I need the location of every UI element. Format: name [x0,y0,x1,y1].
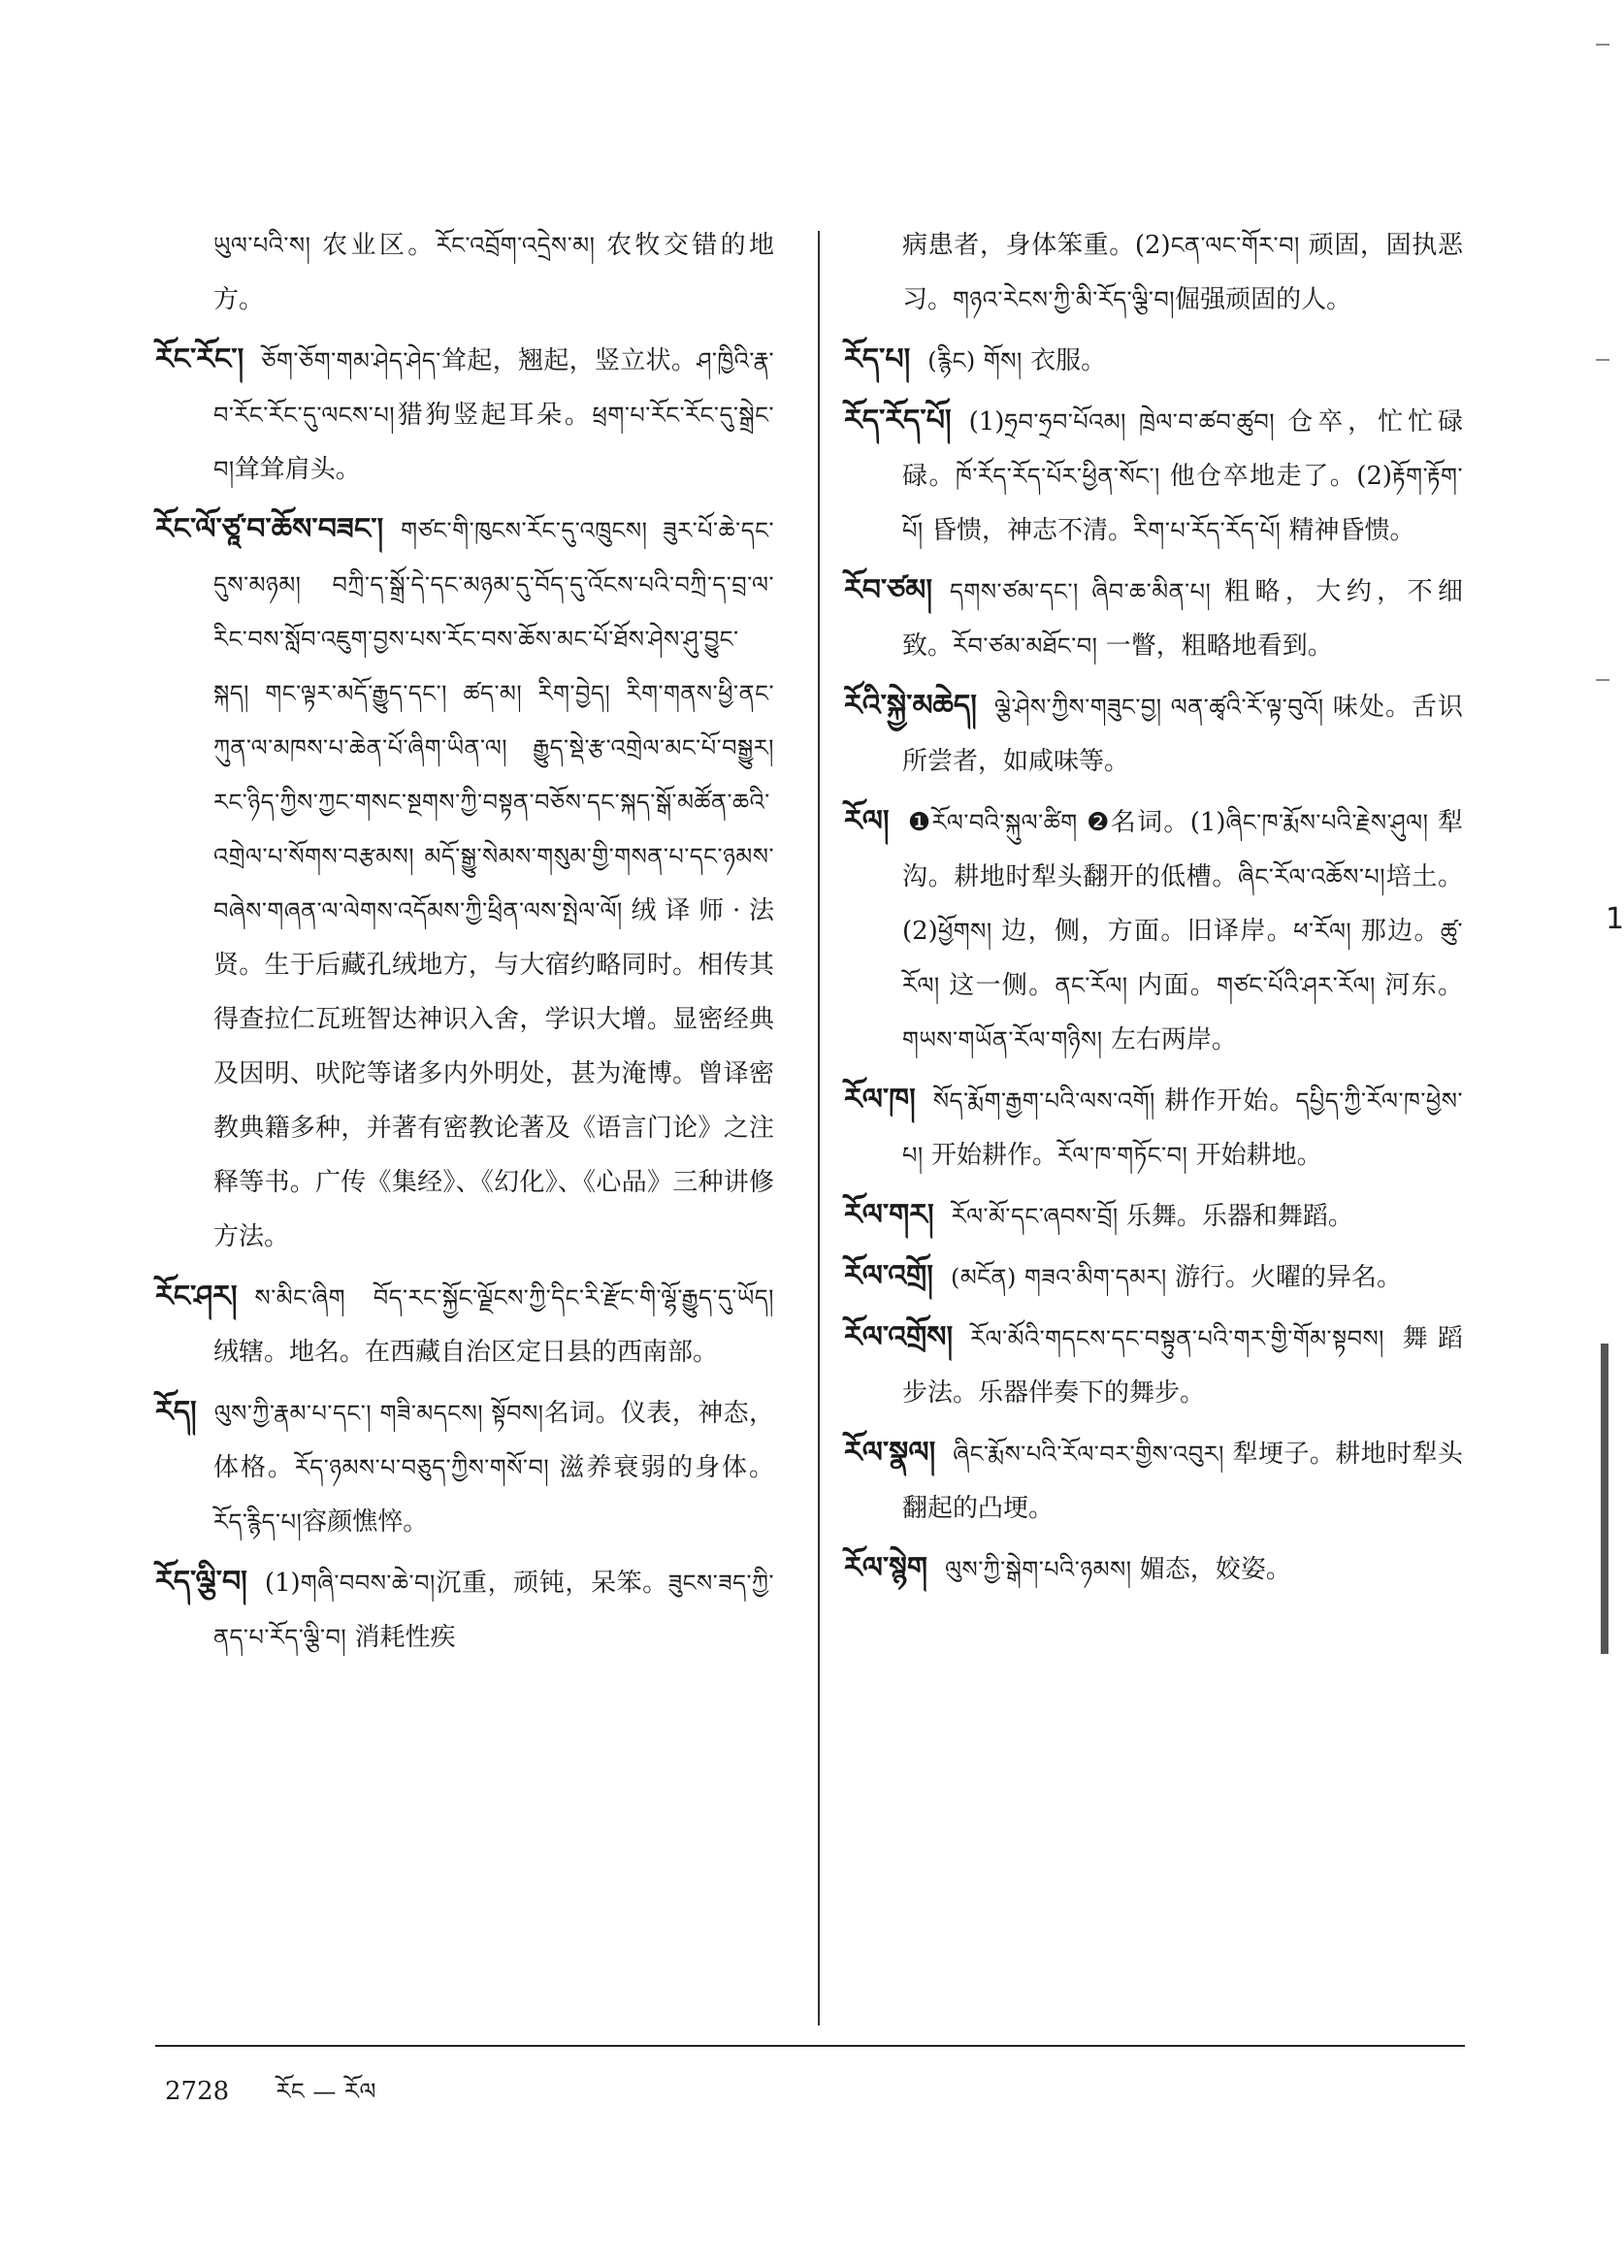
chinese-text: 培土。(2) [902,862,1463,946]
chinese-text: 耸耸肩头。 [234,455,361,484]
tibetan-text: རོད་ཉམས་པ་བཅུད་ཀྱིས་གསོ་བ། [294,1454,550,1481]
tibetan-text: རོད་རྙིད་པ། [213,1508,303,1536]
chinese-text: 昏愦，神志不清。 [923,516,1133,545]
chinese-text: 仓卒，忙忙碌碌。 [902,407,1464,491]
tibetan-text: (མངོན) གཟའ་མིག་དམར། [950,1264,1167,1291]
chinese-text: 乐舞。乐器和舞蹈。 [1118,1202,1353,1231]
right-column [844,218,1463,1603]
dictionary-entry [155,502,774,1264]
tibetan-text: སོད་རྨོག་རྒྱག་པའི་ལས་འགོ། [932,1087,1155,1115]
tibetan-text: གཡས་གཡོན་རོལ་གཉིས། [902,1026,1103,1053]
chinese-text: 内面。 [1127,971,1218,1000]
chinese-text: 绒辖。地名。在西藏自治区定日县的西南部。 [213,1338,719,1367]
chinese-text: 顽固，固执恶习。 [902,231,1463,314]
chinese-text: 粗略，大约，不细致。 [902,577,1463,661]
chinese-text: 味处。舌识所尝者，如咸味等。 [902,693,1464,776]
tibetan-text: རོང་འབྲོག་འདྲེས་མ། [436,232,596,259]
entry-continuation [155,218,774,327]
chinese-text: 容颜憔悴。 [302,1507,429,1537]
chinese-text: 沉重，顽钝，呆笨。 [435,1569,668,1598]
chinese-text: 农业区。 [310,231,437,260]
dictionary-entry [155,1385,774,1549]
page-number: 2728 [165,2077,230,2106]
tibetan-text: ཤ་ཁྱིའི་རྣ་བ་རོང་རོང་དུ་ལངས་པ། [213,347,774,429]
tibetan-text: ཧྲབ་ཧྲབ་པོའམ། ཁྲེལ་བ་ཚབ་ཚུབ། [1004,408,1276,436]
headword: རོལ་འགྲོ། [844,1259,933,1293]
chinese-text: 一瞥，粗略地看到。 [1097,632,1333,661]
chinese-text: 这一侧。 [939,971,1056,1000]
chinese-text: (1) [968,407,1005,437]
headword: རོལ་སྙེག [844,1551,928,1585]
tibetan-text: གཉའ་རེངས་ཀྱི་མི་རོད་ལྕི་བ། [953,286,1176,313]
headword: རོལ་ཁ། [844,1083,916,1117]
headword: རོལ་གར། [844,1198,934,1232]
tibetan-text: རོལ་ཁ་གཏོང་བ། [1056,1142,1188,1169]
chinese-text: 边，侧，方面。旧译岸。 [991,917,1294,946]
headword: རོད་ལྕི་བ། [155,1565,247,1599]
chinese-text: 绒译师·法贤。生于后藏孔绒地方，与大宿约略同时。相传其得查拉仁瓦班智达神识入舍，学识大增。显密经典及因明、吠陀等诸多内外明处，甚为淹博。曾译密教典籍多种，并著有密教论著及《语言门论》之注释等书。广传《集经》、《幻化》、《心品》三种讲修方法。 [213,896,774,1251]
dictionary-entry [844,564,1463,673]
dictionary-entry [155,333,774,497]
dictionary-entry [844,679,1463,789]
tibetan-text: ཁོ་རོད་རོད་པོར་ཕྱིན་སོང་། [956,463,1160,490]
headword: རོང་རོང་། [155,342,244,376]
chinese-text: ❷名词。(1) [1077,808,1226,837]
tibetan-text: རིག་པ་རོད་རོད་པོ། [1132,517,1282,544]
tibetan-text: རོལ་མོའི་གདངས་དང་བསྟུན་པའི་གར་གྱི་གོམ་སྟབས། [970,1325,1385,1352]
headword: རོལ་འགྲོས། [844,1320,954,1354]
chinese-text: 名词。仪表，神态，体格。 [213,1399,774,1482]
chinese-text: 犁埂子。耕地时犁头翻起的凸埂。 [902,1440,1463,1523]
headword: རོད་རོད་པོ། [844,404,952,437]
edge-tick [1596,359,1609,361]
tibetan-text: རོལ་བའི་སྐུལ་ཚིག [931,809,1078,836]
tibetan-text: ཕྱོགས། [937,918,992,945]
tibetan-text: ཚུ་རོལ། [902,918,1464,999]
left-column [155,218,774,1670]
tibetan-text: ནང་རོལ། [1055,972,1128,999]
dictionary-entry [155,1270,774,1379]
tibetan-text: ཕྲག་པ་རོང་རོང་དུ་སྒྲེང་བ། [213,402,774,483]
tibetan-text: གཞི་བབས་ཆེ་བ། [300,1570,436,1597]
tibetan-text: དགས་ཙམ་དང་། ཞིབ་ཆ་མིན་པ། [950,578,1212,605]
chinese-text: 左右两岸。 [1102,1025,1237,1054]
tibetan-text: ས་མིང་ཞིག བོད་རང་སྐྱོང་ལྗོངས་ཀྱི་དིང་རི་རྫོང་གི་ལྷོ་རྒྱུད་དུ་ཡོད། [254,1284,774,1312]
chinese-text: 滋养衰弱的身体。 [549,1453,774,1482]
headword: རོལ་སྣལ། [844,1436,936,1470]
chinese-text: 消耗性疾 [346,1623,456,1652]
chinese-text: 耕作开始。 [1154,1086,1296,1116]
dictionary-entry [844,1188,1463,1244]
tibetan-text: ཟུངས་ཟད་ཀྱི་ནད་པ་རོད་ལྕི་བ། [213,1570,774,1651]
tibetan-text: རོལ་མོ་དང་ཞབས་བྲོ། [951,1203,1119,1230]
column-divider [818,231,820,2025]
chinese-text: 游行。火曜的异名。 [1166,1263,1403,1292]
dictionary-entry [844,1426,1463,1536]
dictionary-entry [844,333,1463,388]
dictionary-entry [155,1555,774,1665]
tibetan-text: རྟོག་རྟོག་པོ། [902,463,1463,544]
tibetan-text: ཕ་རོལ། [1293,918,1352,945]
tibetan-text: དཔྱིད་ཀྱི་རོལ་ཁ་ཕྱེས་པ། [902,1087,1463,1169]
tibetan-text: ཞིང་རོལ་འཆོས་པ། [1238,863,1386,891]
headword: རོལ། [844,804,890,838]
headword: རོད་པ། [844,342,911,376]
tibetan-text: གཙང་གི་ཁུངས་རོང་དུ་འཁྲུངས། ཟུར་པོ་ཆེ་དང་དུས་མཉམ། བཀྲི་ད་སྒྲོ་དེ་དང་མཉམ་དུ་བོད་དུ་འོངས་པའི་བཀྲི་ད་བྲ་ལ་རིང་བས་སློབ་འཇུག་བྱས་པས་རོང་བས་ཆོས་མང་པོ་ཐོས་ཤེས་ཤུ་བྱུང་སྐད། གང་ལྟར་མདོ་རྒྱུད་དང་། ཚད་མ། རིག་བྱེད། རིག་གནས་ཕྱི་ནང་ཀུན་ལ་མཁས་པ་ཆེན་པོ་ཞིག་ཡིན་ལ། རྒྱུད་སྡེ་རྩ་འགྲེལ་མང་པོ་བསྒྱུར། རང་ཉིད་ཀྱིས་ཀྱང་གསང་སྔགས་ཀྱི་བསྟན་བཅོས་དང་སྐད་སྒོ་མཚོན་ཆའི་འགྲེལ་པ་སོགས་བརྩམས། མདོ་སྒྱུ་སེམས་གསུམ་གྱི་གསན་པ་དང་ཉམས་བཞེས་གཞན་ལ་ལེགས་འདོམས་ཀྱི་ཕྲིན་ལས་སྤེལ་ལོ། [213,517,774,924]
dictionary-entry [844,794,1463,1067]
chinese-text: 媚态，姣姿。 [1131,1555,1291,1584]
headword: རོབ་ཙམ། [844,573,933,607]
chinese-text: 开始耕地。 [1187,1141,1322,1170]
chinese-text: 耸起，翘起，竖立状。 [440,346,698,375]
binding-edge-mark [1601,1344,1608,1654]
chinese-text: 河东。 [1375,971,1464,1000]
tibetan-text: (རྙིང) གོས། [927,347,1023,374]
chinese-text: (1) [264,1569,301,1598]
chinese-text: 倔强顽固的人。 [1175,285,1352,314]
tibetan-text: རོབ་ཙམ་མཐོང་བ། [953,632,1098,660]
footer-rule [155,2045,1465,2047]
chinese-text: 他仓卒地走了。(2) [1159,462,1393,491]
dictionary-entry [844,1073,1463,1183]
dictionary-entry [844,1249,1463,1305]
headword: རོང་ཤར། [155,1280,238,1313]
tibetan-text: ངན་ལང་གོར་བ། [1170,232,1300,259]
chinese-text: 衣服。 [1022,346,1107,375]
chinese-text: ❶ [906,808,932,837]
tibetan-text: གཙང་པོའི་ཤར་རོལ། [1217,972,1376,999]
chinese-text: 舞蹈步法。乐器伴奏下的舞步。 [902,1324,1463,1408]
entry-continuation [844,218,1463,327]
chinese-text: 那边。 [1351,917,1441,946]
page-range: རོང — རོལ [276,2078,376,2105]
chinese-text: 猎狗竖起耳朵。 [395,401,593,430]
edge-tick [1596,679,1609,681]
chinese-text: 农牧交错的地方。 [213,231,775,314]
tibetan-text: ལྕེ་ཤེས་ཀྱིས་གཟུང་བྱ། ལན་ཚྭའི་རོ་ལྟ་བུའོ། [993,694,1324,721]
tibetan-text: ཅོག་ཅོག་གམ་ཤེད་ཤེད་ [261,347,441,374]
chinese-text: 犁沟。耕地时犁头翻开的低槽。 [902,808,1464,891]
tibetan-text: ལུས་ཀྱི་རྣམ་པ་དང་། གཟི་མདངས། སྟོབས། [213,1400,544,1427]
page-footer [165,2066,376,2131]
tibetan-text: ཡུལ་པའི་ས། [213,232,311,259]
tibetan-text: ཞིང་ཁ་རྨོས་པའི་རྗེས་ཤུལ། [1225,809,1429,836]
dictionary-entry [844,1541,1463,1597]
tibetan-text: ལུས་ཀྱི་སྒེག་པའི་ཉམས། [945,1556,1132,1583]
headword: རོང་ལོ་ཙཱ་བ་ཆོས་བཟང་། [155,512,384,546]
chinese-text: 病患者，身体笨重。(2) [902,231,1171,260]
headword: རོའི་སྐྱེ་མཆེད། [844,689,977,723]
dictionary-entry [844,394,1463,558]
headword: རོད། [155,1395,197,1429]
chinese-text: 开始耕作。 [923,1141,1057,1170]
chinese-text: 精神昏愦。 [1281,516,1415,545]
edge-tick [1596,44,1609,46]
margin-mark: 1 [1606,902,1624,936]
tibetan-text: ཞིང་རྨོས་པའི་རོལ་བར་གྱིས་འབུར། [953,1441,1224,1468]
dictionary-entry [844,1311,1463,1420]
